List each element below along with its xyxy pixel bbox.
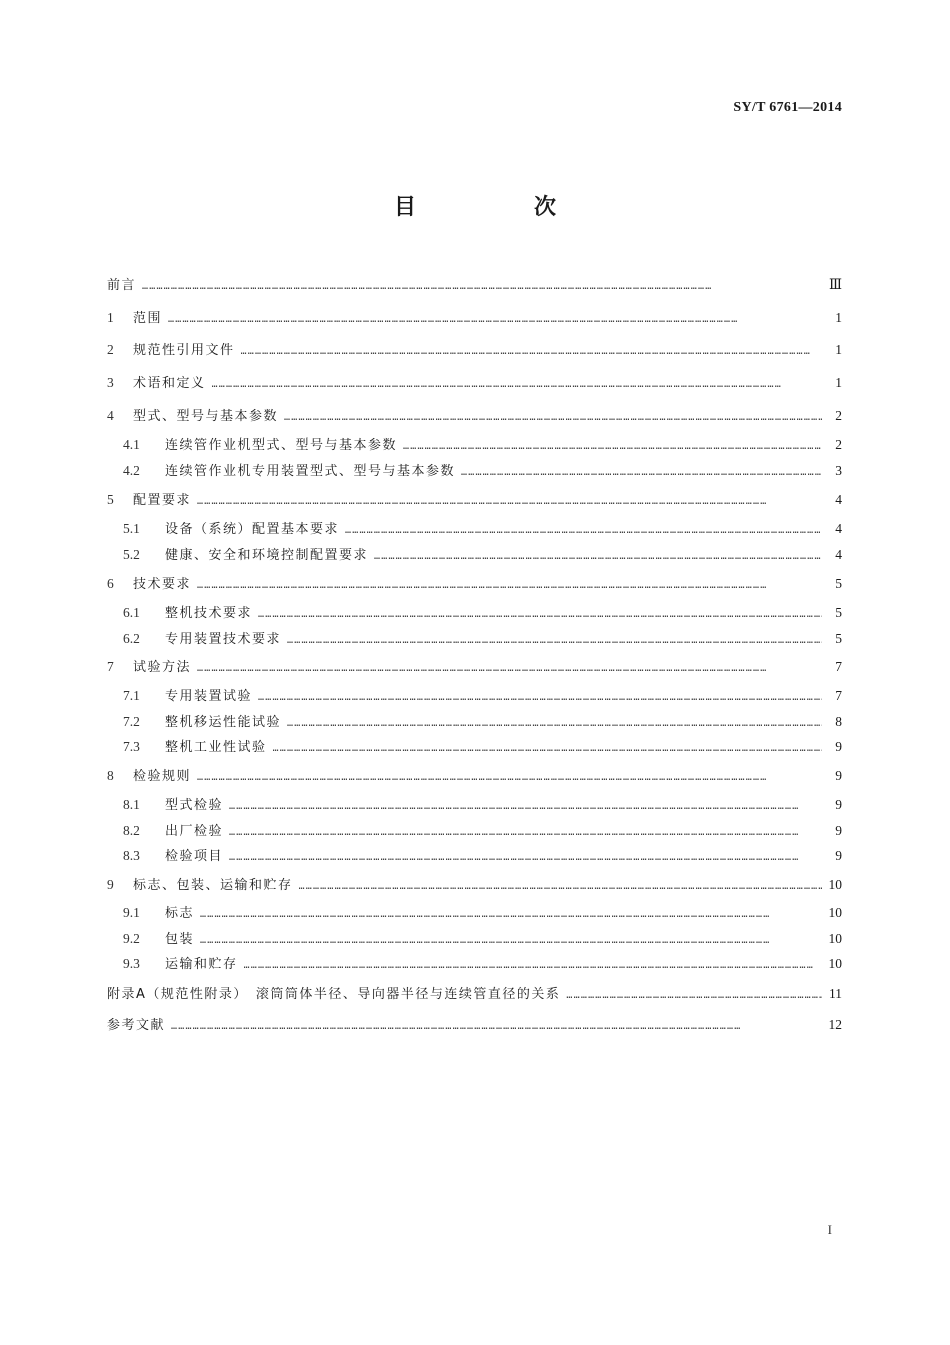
toc-leader-dots: [461, 461, 822, 485]
toc-leader-dots: [566, 984, 822, 1008]
toc-entry-page: 7: [835, 659, 842, 674]
toc-entry-label: 设备（系统）配置基本要求: [165, 522, 340, 537]
toc-entry[interactable]: [107, 764, 842, 788]
toc-leader-dots: [171, 1015, 822, 1039]
toc-leader-dots: [197, 490, 822, 514]
toc-leader-dots: [168, 308, 822, 332]
toc-entry-page: 5: [835, 605, 842, 620]
toc-entry-number: 5.1: [123, 521, 140, 536]
toc-entry-page: 1: [835, 375, 842, 390]
toc-entry-label: 专用装置试验: [165, 689, 253, 704]
toc-entry[interactable]: [107, 273, 842, 297]
toc-entry-number: 7.3: [123, 739, 140, 754]
toc-entry-number: 6.1: [123, 605, 140, 620]
toc-entry[interactable]: [107, 1013, 842, 1037]
toc-entry-page: 10: [828, 905, 842, 920]
toc-entry-number: 9: [107, 877, 114, 892]
toc-entry[interactable]: [107, 793, 842, 817]
toc-entry-label: 运输和贮存: [165, 957, 238, 972]
toc-leader-dots: [142, 275, 822, 299]
toc-entry-page: 11: [829, 986, 842, 1001]
toc-entry-label: 型式检验: [165, 798, 224, 813]
toc-entry[interactable]: [107, 433, 842, 457]
toc-entry-label: 范围: [133, 311, 163, 326]
toc-entry-page: 3: [835, 463, 842, 478]
toc-entry-page: 4: [835, 521, 842, 536]
toc-entry-number: 1: [107, 310, 114, 325]
toc-entry-label: 整机技术要求: [165, 606, 253, 621]
toc-entry-number: 8.3: [123, 848, 140, 863]
toc-entry-page: 10: [828, 956, 842, 971]
toc-leader-dots: [273, 737, 822, 761]
toc-entry-number: 4.2: [123, 463, 140, 478]
toc-leader-dots: [212, 373, 822, 397]
toc-entry[interactable]: [107, 710, 842, 734]
toc-entry-page: 4: [835, 547, 842, 562]
toc-entry-page: 4: [835, 492, 842, 507]
toc-entry[interactable]: [107, 338, 842, 362]
toc-entry-label: 前言: [107, 278, 137, 293]
toc-leader-dots: [287, 629, 822, 653]
toc-entry-page: Ⅲ: [828, 277, 842, 292]
toc-entry[interactable]: [107, 735, 842, 759]
toc-leader-dots: [200, 929, 822, 953]
toc-leader-dots: [374, 545, 822, 569]
toc-entry-label: 参考文献: [107, 1018, 166, 1033]
page-title: 目 次: [393, 195, 604, 220]
toc-entry[interactable]: [107, 601, 842, 625]
toc-entry[interactable]: [107, 952, 842, 976]
toc-leader-dots: [197, 574, 822, 598]
toc-leader-dots: [241, 340, 822, 364]
toc-entry-label: 连续管作业机专用装置型式、型号与基本参数: [165, 464, 456, 479]
toc-entry-page: 7: [835, 688, 842, 703]
toc-leader-dots: [258, 686, 822, 710]
toc-leader-dots: [229, 846, 822, 870]
toc-entry-label: 技术要求: [133, 577, 192, 592]
toc-entry-page: 9: [835, 823, 842, 838]
toc-entry-page: 9: [835, 797, 842, 812]
toc-entry-label: 检验项目: [165, 849, 224, 864]
toc-entry-page: 9: [835, 768, 842, 783]
toc-entry[interactable]: [107, 459, 842, 483]
toc-entry-number: 9.1: [123, 905, 140, 920]
toc-leader-dots: [345, 519, 822, 543]
toc-entry-number: 9.2: [123, 931, 140, 946]
toc-entry-page: 2: [835, 437, 842, 452]
toc-entry-label: 规范性引用文件: [133, 343, 235, 358]
toc-entry-page: 9: [835, 848, 842, 863]
toc-entry-number: 8.2: [123, 823, 140, 838]
toc-entry-page: 9: [835, 739, 842, 754]
toc-entry[interactable]: [107, 844, 842, 868]
toc-entry[interactable]: [107, 543, 842, 567]
toc-entry-label: 标志、包装、运输和贮存: [133, 878, 293, 893]
standard-code: SY/T 6761—2014: [733, 100, 842, 115]
toc-leader-dots: [229, 795, 822, 819]
toc-entry[interactable]: [107, 572, 842, 596]
toc-entry-number: 5.2: [123, 547, 140, 562]
toc-entry[interactable]: [107, 927, 842, 951]
toc-leader-dots: [287, 712, 822, 736]
toc-entry-label: 出厂检验: [165, 824, 224, 839]
toc-entry-page: 8: [835, 714, 842, 729]
toc-entry[interactable]: [107, 371, 842, 395]
toc-entry-label: 附录A（规范性附录） 滚筒筒体半径、导向器半径与连续管直径的关系: [107, 987, 561, 1002]
toc-entry-number: 2: [107, 342, 114, 357]
toc-entry-label: 专用装置技术要求: [165, 632, 282, 647]
toc-entry-page: 2: [835, 408, 842, 423]
toc-entry-page: 5: [835, 576, 842, 591]
toc-entry-page: 1: [835, 342, 842, 357]
toc-entry-number: 4: [107, 408, 114, 423]
toc-leader-dots: [284, 406, 822, 430]
toc-entry-number: 7.1: [123, 688, 140, 703]
toc-leader-dots: [197, 657, 822, 681]
toc-entry-label: 连续管作业机型式、型号与基本参数: [165, 438, 398, 453]
toc-entry-label: 试验方法: [133, 660, 192, 675]
toc-entry-number: 8: [107, 768, 114, 783]
toc-entry-label: 包装: [165, 932, 195, 947]
toc-entry-number: 3: [107, 375, 114, 390]
toc-entry[interactable]: [107, 627, 842, 651]
toc-entry-label: 整机移运性能试验: [165, 715, 282, 730]
toc-entry[interactable]: [107, 306, 842, 330]
toc-entry-page: 12: [828, 1017, 842, 1032]
toc-entry[interactable]: [107, 684, 842, 708]
toc-entry-page: 10: [828, 877, 842, 892]
toc-entry[interactable]: [107, 517, 842, 541]
toc-entry[interactable]: [107, 488, 842, 512]
toc-leader-dots: [258, 603, 822, 627]
toc-entry-number: 7: [107, 659, 114, 674]
toc-entry-page: 10: [828, 931, 842, 946]
toc-entry[interactable]: [107, 982, 842, 1006]
toc-leader-dots: [403, 435, 822, 459]
toc-entry[interactable]: [107, 655, 842, 679]
toc-entry-number: 8.1: [123, 797, 140, 812]
toc-leader-dots: [197, 766, 822, 790]
toc-entry[interactable]: [107, 873, 842, 897]
toc-leader-dots: [299, 875, 822, 899]
toc-entry-label: 型式、型号与基本参数: [133, 409, 279, 424]
toc-entry-page: 5: [835, 631, 842, 646]
toc-entry-label: 检验规则: [133, 769, 192, 784]
toc-entry-number: 9.3: [123, 956, 140, 971]
toc-leader-dots: [244, 954, 822, 978]
toc-entry-number: 7.2: [123, 714, 140, 729]
toc-entry-label: 术语和定义: [133, 376, 206, 391]
page-number: I: [827, 1222, 832, 1237]
toc-entry-number: 5: [107, 492, 114, 507]
toc-entry-number: 6: [107, 576, 114, 591]
toc-entry-number: 4.1: [123, 437, 140, 452]
toc-leader-dots: [229, 821, 822, 845]
toc-leader-dots: [200, 903, 822, 927]
toc-entry-label: 健康、安全和环境控制配置要求: [165, 548, 369, 563]
toc-entry[interactable]: [107, 404, 842, 428]
toc-entry-label: 配置要求: [133, 493, 192, 508]
toc-entry-number: 6.2: [123, 631, 140, 646]
toc-entry-page: 1: [835, 310, 842, 325]
toc-entry-label: 整机工业性试验: [165, 740, 267, 755]
toc-entry[interactable]: [107, 819, 842, 843]
toc-entry-label: 标志: [165, 906, 195, 921]
toc-entry[interactable]: [107, 901, 842, 925]
